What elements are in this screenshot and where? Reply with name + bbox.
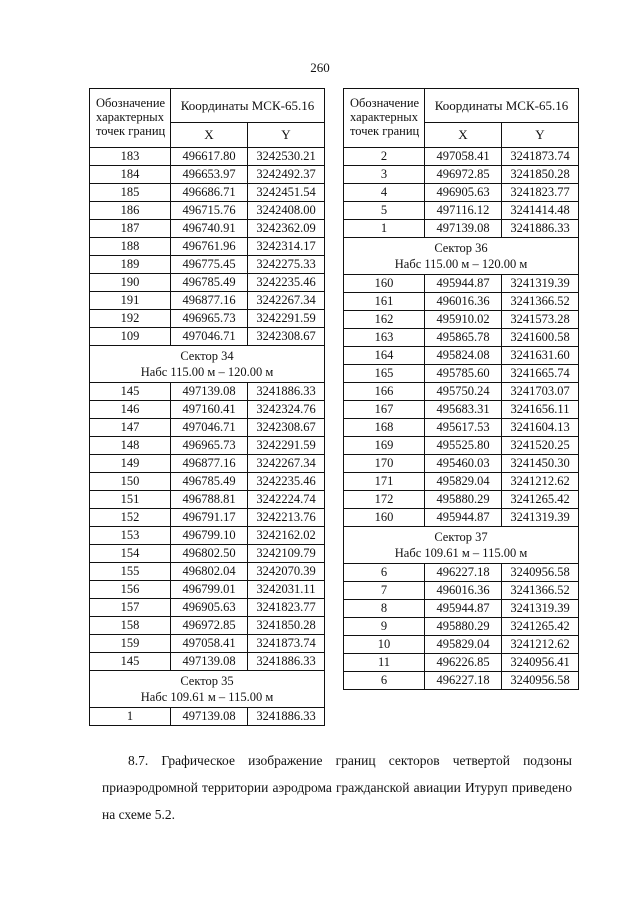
x-coordinate-cell: 496686.71 xyxy=(171,184,248,202)
point-id-cell: 154 xyxy=(90,545,171,563)
point-id-cell: 3 xyxy=(344,166,425,184)
x-coordinate-cell: 495829.04 xyxy=(425,473,502,491)
sector-title: Сектор 34 xyxy=(180,348,234,363)
table-row xyxy=(90,527,325,545)
table-row xyxy=(344,220,579,238)
x-coordinate-cell: 495865.78 xyxy=(425,329,502,347)
point-id-cell: 162 xyxy=(344,311,425,329)
y-coordinate-cell: 3241319.39 xyxy=(502,509,579,527)
point-id-cell: 5 xyxy=(344,202,425,220)
point-id-cell: 149 xyxy=(90,455,171,473)
table-body xyxy=(344,148,579,690)
x-coordinate-cell: 497139.08 xyxy=(425,220,502,238)
x-coordinate-cell: 496799.01 xyxy=(171,581,248,599)
point-id-cell: 10 xyxy=(344,636,425,654)
table-row xyxy=(344,202,579,220)
y-coordinate-cell: 3241319.39 xyxy=(502,275,579,293)
table-row xyxy=(344,401,579,419)
y-coordinate-cell: 3240956.41 xyxy=(502,654,579,672)
table-row xyxy=(344,419,579,437)
y-coordinate-cell: 3241604.13 xyxy=(502,419,579,437)
x-coordinate-cell: 496653.97 xyxy=(171,166,248,184)
points-column-header: Обозначение характерных точек границ xyxy=(90,89,171,148)
x-coordinate-cell: 495880.29 xyxy=(425,491,502,509)
point-id-cell: 186 xyxy=(90,202,171,220)
sector-cell xyxy=(344,527,579,564)
point-id-cell: 160 xyxy=(344,509,425,527)
y-coordinate-cell: 3242314.17 xyxy=(248,238,325,256)
sector-cell xyxy=(344,238,579,275)
point-id-cell: 1 xyxy=(90,708,171,726)
table-row xyxy=(90,473,325,491)
table-row xyxy=(344,437,579,455)
point-id-cell: 9 xyxy=(344,618,425,636)
y-coordinate-cell: 3242267.34 xyxy=(248,292,325,310)
table-row xyxy=(344,383,579,401)
table-row xyxy=(344,636,579,654)
x-column-header: X xyxy=(171,122,248,147)
table-row xyxy=(344,148,579,166)
x-coordinate-cell: 495525.80 xyxy=(425,437,502,455)
sector-title: Сектор 36 xyxy=(434,240,488,255)
point-id-cell: 161 xyxy=(344,293,425,311)
x-coordinate-cell: 495824.08 xyxy=(425,347,502,365)
y-coordinate-cell: 3241656.11 xyxy=(502,401,579,419)
point-id-cell: 168 xyxy=(344,419,425,437)
point-id-cell: 145 xyxy=(90,653,171,671)
point-id-cell: 169 xyxy=(344,437,425,455)
y-coordinate-cell: 3241886.33 xyxy=(248,383,325,401)
table-row xyxy=(90,401,325,419)
point-id-cell: 145 xyxy=(90,383,171,401)
point-id-cell: 153 xyxy=(90,527,171,545)
y-coordinate-cell: 3242070.39 xyxy=(248,563,325,581)
x-coordinate-cell: 495944.87 xyxy=(425,509,502,527)
y-coordinate-cell: 3242291.59 xyxy=(248,437,325,455)
table-row xyxy=(344,600,579,618)
sector-height-range: Набс 115.00 м – 120.00 м xyxy=(140,365,274,379)
point-id-cell: 172 xyxy=(344,491,425,509)
y-coordinate-cell: 3241850.28 xyxy=(502,166,579,184)
x-column-header: X xyxy=(425,122,502,147)
point-id-cell: 167 xyxy=(344,401,425,419)
y-column-header: Y xyxy=(502,122,579,147)
x-coordinate-cell: 495683.31 xyxy=(425,401,502,419)
x-coordinate-cell: 496972.85 xyxy=(425,166,502,184)
y-coordinate-cell: 3242362.09 xyxy=(248,220,325,238)
page-number: 260 xyxy=(310,60,330,75)
table-row xyxy=(90,292,325,310)
table-row xyxy=(90,220,325,238)
table-row xyxy=(90,635,325,653)
x-coordinate-cell: 495910.02 xyxy=(425,311,502,329)
x-coordinate-cell: 496016.36 xyxy=(425,582,502,600)
x-coordinate-cell: 495460.03 xyxy=(425,455,502,473)
y-coordinate-cell: 3241319.39 xyxy=(502,600,579,618)
y-coordinate-cell: 3242213.76 xyxy=(248,509,325,527)
y-coordinate-cell: 3242451.54 xyxy=(248,184,325,202)
table-body xyxy=(90,148,325,726)
y-coordinate-cell: 3242235.46 xyxy=(248,274,325,292)
x-coordinate-cell: 497058.41 xyxy=(171,635,248,653)
table-row xyxy=(90,455,325,473)
point-id-cell: 146 xyxy=(90,401,171,419)
y-coordinate-cell: 3242267.34 xyxy=(248,455,325,473)
y-coordinate-cell: 3242408.00 xyxy=(248,202,325,220)
table-row xyxy=(344,582,579,600)
table-row xyxy=(344,311,579,329)
y-coordinate-cell: 3241631.60 xyxy=(502,347,579,365)
table-row xyxy=(344,654,579,672)
sector-cell xyxy=(90,671,325,708)
x-coordinate-cell: 496740.91 xyxy=(171,220,248,238)
y-coordinate-cell: 3242162.02 xyxy=(248,527,325,545)
x-coordinate-cell: 497116.12 xyxy=(425,202,502,220)
x-coordinate-cell: 497139.08 xyxy=(171,653,248,671)
x-coordinate-cell: 496785.49 xyxy=(171,473,248,491)
point-id-cell: 152 xyxy=(90,509,171,527)
point-id-cell: 150 xyxy=(90,473,171,491)
point-id-cell: 187 xyxy=(90,220,171,238)
x-coordinate-cell: 495944.87 xyxy=(425,600,502,618)
paragraph-8-7: 8.7. Графическое изображение границ секторов четвертой подзоны приаэродромной территории аэродрома гражданской авиации Итуруп приведено на схеме 5.2. xyxy=(102,753,572,822)
y-coordinate-cell: 3241450.30 xyxy=(502,455,579,473)
point-id-cell: 109 xyxy=(90,328,171,346)
table-row xyxy=(344,455,579,473)
point-id-cell: 188 xyxy=(90,238,171,256)
y-coordinate-cell: 3242530.21 xyxy=(248,148,325,166)
y-coordinate-cell: 3241573.28 xyxy=(502,311,579,329)
y-coordinate-cell: 3241873.74 xyxy=(248,635,325,653)
table-row xyxy=(90,383,325,401)
table-row xyxy=(344,166,579,184)
x-coordinate-cell: 496877.16 xyxy=(171,292,248,310)
table-row xyxy=(90,328,325,346)
x-coordinate-cell: 496905.63 xyxy=(171,599,248,617)
point-id-cell: 155 xyxy=(90,563,171,581)
table-row xyxy=(344,347,579,365)
y-coordinate-cell: 3241520.25 xyxy=(502,437,579,455)
table-row xyxy=(344,184,579,202)
sector-row xyxy=(90,346,325,383)
y-coordinate-cell: 3241366.52 xyxy=(502,582,579,600)
x-coordinate-cell: 495944.87 xyxy=(425,275,502,293)
y-coordinate-cell: 3241265.42 xyxy=(502,618,579,636)
x-coordinate-cell: 495880.29 xyxy=(425,618,502,636)
x-coordinate-cell: 496965.73 xyxy=(171,310,248,328)
table-row xyxy=(344,473,579,491)
y-coordinate-cell: 3241703.07 xyxy=(502,383,579,401)
table-row xyxy=(90,437,325,455)
point-id-cell: 156 xyxy=(90,581,171,599)
x-coordinate-cell: 496775.45 xyxy=(171,256,248,274)
table-row xyxy=(90,202,325,220)
sector-height-range: Набс 109.61 м – 115.00 м xyxy=(140,690,274,704)
table-row xyxy=(90,148,325,166)
x-coordinate-cell: 496802.50 xyxy=(171,545,248,563)
point-id-cell: 165 xyxy=(344,365,425,383)
sector-cell xyxy=(90,346,325,383)
sector-height-range: Набс 109.61 м – 115.00 м xyxy=(394,546,528,560)
x-coordinate-cell: 497046.71 xyxy=(171,419,248,437)
point-id-cell: 1 xyxy=(344,220,425,238)
x-coordinate-cell: 496761.96 xyxy=(171,238,248,256)
y-coordinate-cell: 3242109.79 xyxy=(248,545,325,563)
point-id-cell: 6 xyxy=(344,564,425,582)
table-row xyxy=(90,563,325,581)
table-row xyxy=(90,419,325,437)
table-row xyxy=(344,672,579,690)
y-coordinate-cell: 3240956.58 xyxy=(502,672,579,690)
table-row xyxy=(90,653,325,671)
point-id-cell: 189 xyxy=(90,256,171,274)
x-coordinate-cell: 496227.18 xyxy=(425,564,502,582)
x-coordinate-cell: 497046.71 xyxy=(171,328,248,346)
x-coordinate-cell: 496226.85 xyxy=(425,654,502,672)
table-row xyxy=(344,329,579,347)
x-coordinate-cell: 496788.81 xyxy=(171,491,248,509)
point-id-cell: 159 xyxy=(90,635,171,653)
y-coordinate-cell: 3242291.59 xyxy=(248,310,325,328)
point-id-cell: 190 xyxy=(90,274,171,292)
point-id-cell: 192 xyxy=(90,310,171,328)
point-id-cell: 183 xyxy=(90,148,171,166)
table-row xyxy=(90,184,325,202)
y-coordinate-cell: 3241212.62 xyxy=(502,636,579,654)
point-id-cell: 163 xyxy=(344,329,425,347)
point-id-cell: 166 xyxy=(344,383,425,401)
table-header xyxy=(90,89,325,148)
point-id-cell: 151 xyxy=(90,491,171,509)
y-coordinate-cell: 3242235.46 xyxy=(248,473,325,491)
point-id-cell: 160 xyxy=(344,275,425,293)
table-row xyxy=(344,365,579,383)
table-row xyxy=(90,256,325,274)
y-coordinate-cell: 3241873.74 xyxy=(502,148,579,166)
table-row xyxy=(90,599,325,617)
y-coordinate-cell: 3242308.67 xyxy=(248,419,325,437)
point-id-cell: 170 xyxy=(344,455,425,473)
point-id-cell: 7 xyxy=(344,582,425,600)
y-coordinate-cell: 3241823.77 xyxy=(248,599,325,617)
points-column-header: Обозначение характерных точек границ xyxy=(344,89,425,148)
y-coordinate-cell: 3241366.52 xyxy=(502,293,579,311)
point-id-cell: 158 xyxy=(90,617,171,635)
table-row xyxy=(90,509,325,527)
table-row xyxy=(90,491,325,509)
x-coordinate-cell: 496715.76 xyxy=(171,202,248,220)
sector-title: Сектор 37 xyxy=(434,529,488,544)
x-coordinate-cell: 495829.04 xyxy=(425,636,502,654)
sector-row xyxy=(90,671,325,708)
x-coordinate-cell: 495785.60 xyxy=(425,365,502,383)
point-id-cell: 148 xyxy=(90,437,171,455)
table-row xyxy=(90,166,325,184)
x-coordinate-cell: 496785.49 xyxy=(171,274,248,292)
y-coordinate-cell: 3242224.74 xyxy=(248,491,325,509)
y-coordinate-cell: 3242275.33 xyxy=(248,256,325,274)
y-coordinate-cell: 3241886.33 xyxy=(248,708,325,726)
sector-row xyxy=(344,527,579,564)
y-coordinate-cell: 3241212.62 xyxy=(502,473,579,491)
y-column-header: Y xyxy=(248,122,325,147)
y-coordinate-cell: 3242308.67 xyxy=(248,328,325,346)
point-id-cell: 171 xyxy=(344,473,425,491)
x-coordinate-cell: 495750.24 xyxy=(425,383,502,401)
point-id-cell: 164 xyxy=(344,347,425,365)
coords-title-header: Координаты МСК-65.16 xyxy=(425,89,579,123)
x-coordinate-cell: 497139.08 xyxy=(171,383,248,401)
x-coordinate-cell: 496802.04 xyxy=(171,563,248,581)
x-coordinate-cell: 496965.73 xyxy=(171,437,248,455)
x-coordinate-cell: 497139.08 xyxy=(171,708,248,726)
point-id-cell: 191 xyxy=(90,292,171,310)
point-id-cell: 147 xyxy=(90,419,171,437)
table-row xyxy=(90,617,325,635)
y-coordinate-cell: 3241886.33 xyxy=(248,653,325,671)
point-id-cell: 6 xyxy=(344,672,425,690)
sector-height-range: Набс 115.00 м – 120.00 м xyxy=(394,257,528,271)
table-row xyxy=(90,238,325,256)
point-id-cell: 8 xyxy=(344,600,425,618)
x-coordinate-cell: 495617.53 xyxy=(425,419,502,437)
point-id-cell: 157 xyxy=(90,599,171,617)
x-coordinate-cell: 496016.36 xyxy=(425,293,502,311)
coords-title-header: Координаты МСК-65.16 xyxy=(171,89,325,123)
point-id-cell: 184 xyxy=(90,166,171,184)
y-coordinate-cell: 3241886.33 xyxy=(502,220,579,238)
table-row xyxy=(344,293,579,311)
y-coordinate-cell: 3242031.11 xyxy=(248,581,325,599)
y-coordinate-cell: 3241665.74 xyxy=(502,365,579,383)
y-coordinate-cell: 3241823.77 xyxy=(502,184,579,202)
y-coordinate-cell: 3241600.58 xyxy=(502,329,579,347)
x-coordinate-cell: 496905.63 xyxy=(425,184,502,202)
coordinates-table-right xyxy=(343,88,579,690)
table-row xyxy=(344,618,579,636)
table-row xyxy=(344,509,579,527)
sector-title: Сектор 35 xyxy=(180,673,234,688)
point-id-cell: 4 xyxy=(344,184,425,202)
sector-row xyxy=(344,238,579,275)
x-coordinate-cell: 497058.41 xyxy=(425,148,502,166)
y-coordinate-cell: 3241265.42 xyxy=(502,491,579,509)
y-coordinate-cell: 3241850.28 xyxy=(248,617,325,635)
table-row xyxy=(90,310,325,328)
x-coordinate-cell: 497160.41 xyxy=(171,401,248,419)
table-header xyxy=(344,89,579,148)
point-id-cell: 2 xyxy=(344,148,425,166)
table-row xyxy=(90,545,325,563)
y-coordinate-cell: 3242324.76 xyxy=(248,401,325,419)
y-coordinate-cell: 3240956.58 xyxy=(502,564,579,582)
x-coordinate-cell: 496791.17 xyxy=(171,509,248,527)
table-row xyxy=(90,708,325,726)
y-coordinate-cell: 3242492.37 xyxy=(248,166,325,184)
x-coordinate-cell: 496877.16 xyxy=(171,455,248,473)
point-id-cell: 185 xyxy=(90,184,171,202)
table-row xyxy=(344,275,579,293)
point-id-cell: 11 xyxy=(344,654,425,672)
table-row xyxy=(344,564,579,582)
coordinates-table-left xyxy=(89,88,325,726)
x-coordinate-cell: 496799.10 xyxy=(171,527,248,545)
y-coordinate-cell: 3241414.48 xyxy=(502,202,579,220)
table-row xyxy=(90,274,325,292)
x-coordinate-cell: 496617.80 xyxy=(171,148,248,166)
table-row xyxy=(344,491,579,509)
x-coordinate-cell: 496972.85 xyxy=(171,617,248,635)
x-coordinate-cell: 496227.18 xyxy=(425,672,502,690)
table-row xyxy=(90,581,325,599)
